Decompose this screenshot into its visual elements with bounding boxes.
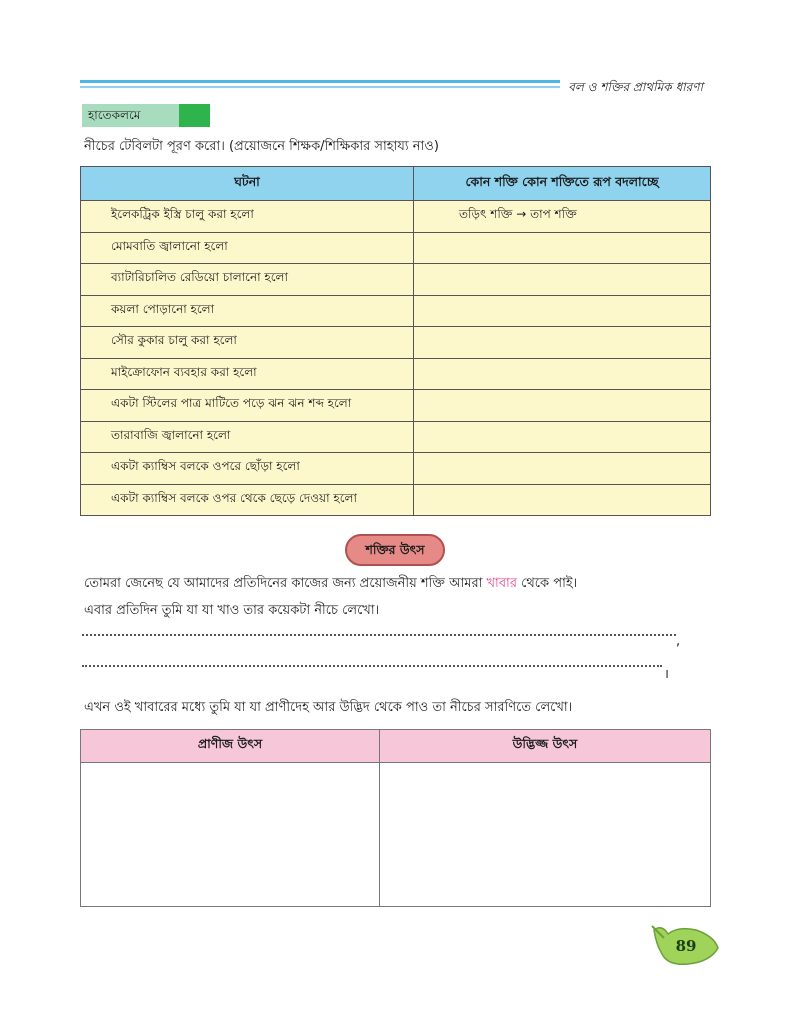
- instruction-text: নীচের টেবিলটা পূরণ করো। (প্রয়োজনে শিক্ষক/শিক্ষিকার সাহায্য নাও): [84, 139, 439, 154]
- event-cell: তারাবাজি জ্বালানো হলো: [81, 421, 414, 453]
- event-cell: ব্যাটারিচালিত রেডিয়ো চালানো হলো: [81, 264, 414, 296]
- paragraph-instruction: এবার প্রতিদিন তুমি যা যা খাও তার কয়েকটা নীচে লেখো।: [84, 603, 380, 618]
- energy-conversion-table: [80, 166, 711, 516]
- answer-cell[interactable]: [414, 390, 711, 422]
- table-row: [81, 264, 711, 296]
- table-row: [81, 295, 711, 327]
- table-header-animal-source: প্রাণীজ উৎস: [81, 730, 380, 763]
- activity-tag-label: হাতেকলমে: [82, 104, 179, 127]
- table-header-plant-source: উদ্ভিজ্জ উৎস: [380, 730, 711, 763]
- answer-cell[interactable]: [81, 763, 380, 907]
- answer-cell[interactable]: [414, 453, 711, 485]
- answer-cell[interactable]: [414, 358, 711, 390]
- table-row: [81, 201, 711, 233]
- answer-cell[interactable]: তড়িৎ শক্তি → তাপ শক্তি: [414, 201, 711, 233]
- answer-line-end: ।: [664, 667, 669, 682]
- table-row: [81, 453, 711, 485]
- event-cell: কয়লা পোড়ানো হলো: [81, 295, 414, 327]
- answer-line[interactable]: [82, 634, 676, 636]
- event-cell: সৌর কুকার চালু করা হলো: [81, 327, 414, 359]
- activity-tag: [82, 104, 210, 127]
- answer-cell[interactable]: [414, 232, 711, 264]
- chapter-title: বল ও শক্তির প্রাথমিক ধারণা: [568, 80, 703, 94]
- answer-line[interactable]: [82, 665, 662, 667]
- table-row: [81, 763, 711, 907]
- food-source-table: [80, 729, 711, 907]
- table-row: [81, 421, 711, 453]
- answer-cell[interactable]: [414, 264, 711, 296]
- table-header-event: ঘটনা: [81, 167, 414, 201]
- answer-cell[interactable]: [414, 295, 711, 327]
- paragraph-text: তোমরা জেনেছ যে আমাদের প্রতিদিনের কাজের জন্য প্রয়োজনীয় শক্তি আমরা: [84, 576, 487, 591]
- event-cell: একটা ক্যাম্বিস বলকে ওপরে ছোঁড়া হলো: [81, 453, 414, 485]
- answer-cell[interactable]: [414, 421, 711, 453]
- table-header-conversion: কোন শক্তি কোন শক্তিতে রূপ বদলাচ্ছে: [414, 167, 711, 201]
- answer-line-end: ,: [676, 634, 681, 649]
- answer-cell[interactable]: [380, 763, 711, 907]
- event-cell: একটা স্টিলের পাত্র মাটিতে পড়ে ঝন ঝন শব্দ হলো: [81, 390, 414, 422]
- event-cell: মোমবাতি জ্বালানো হলো: [81, 232, 414, 264]
- event-cell: মাইক্রোফোন ব্যবহার করা হলো: [81, 358, 414, 390]
- paragraph-text: থেকে পাই।: [516, 576, 578, 591]
- highlight-word: খাবার: [486, 576, 517, 591]
- header-rule: [80, 80, 560, 91]
- page-number: 89: [675, 937, 697, 955]
- event-cell: একটা ক্যাম্বিস বলকে ওপর থেকে ছেড়ে দেওয়া হলো: [81, 484, 414, 516]
- answer-cell[interactable]: [414, 484, 711, 516]
- event-cell: ইলেকট্রিক ইস্ত্রি চালু করা হলো: [81, 201, 414, 233]
- paragraph-food-energy: [84, 574, 577, 595]
- table-row: [81, 390, 711, 422]
- table-row: [81, 484, 711, 516]
- activity-tag-block: [179, 104, 210, 127]
- table-row: [81, 358, 711, 390]
- section-title-pill: শক্তির উৎস: [345, 534, 445, 566]
- table-row: [81, 327, 711, 359]
- paragraph-table-instruction: এখন ওই খাবারের মধ্যে তুমি যা যা প্রাণীদেহ আর উদ্ভিদ থেকে পাও তা নীচের সারণিতে লেখো।: [84, 700, 573, 715]
- answer-cell[interactable]: [414, 327, 711, 359]
- table-row: [81, 232, 711, 264]
